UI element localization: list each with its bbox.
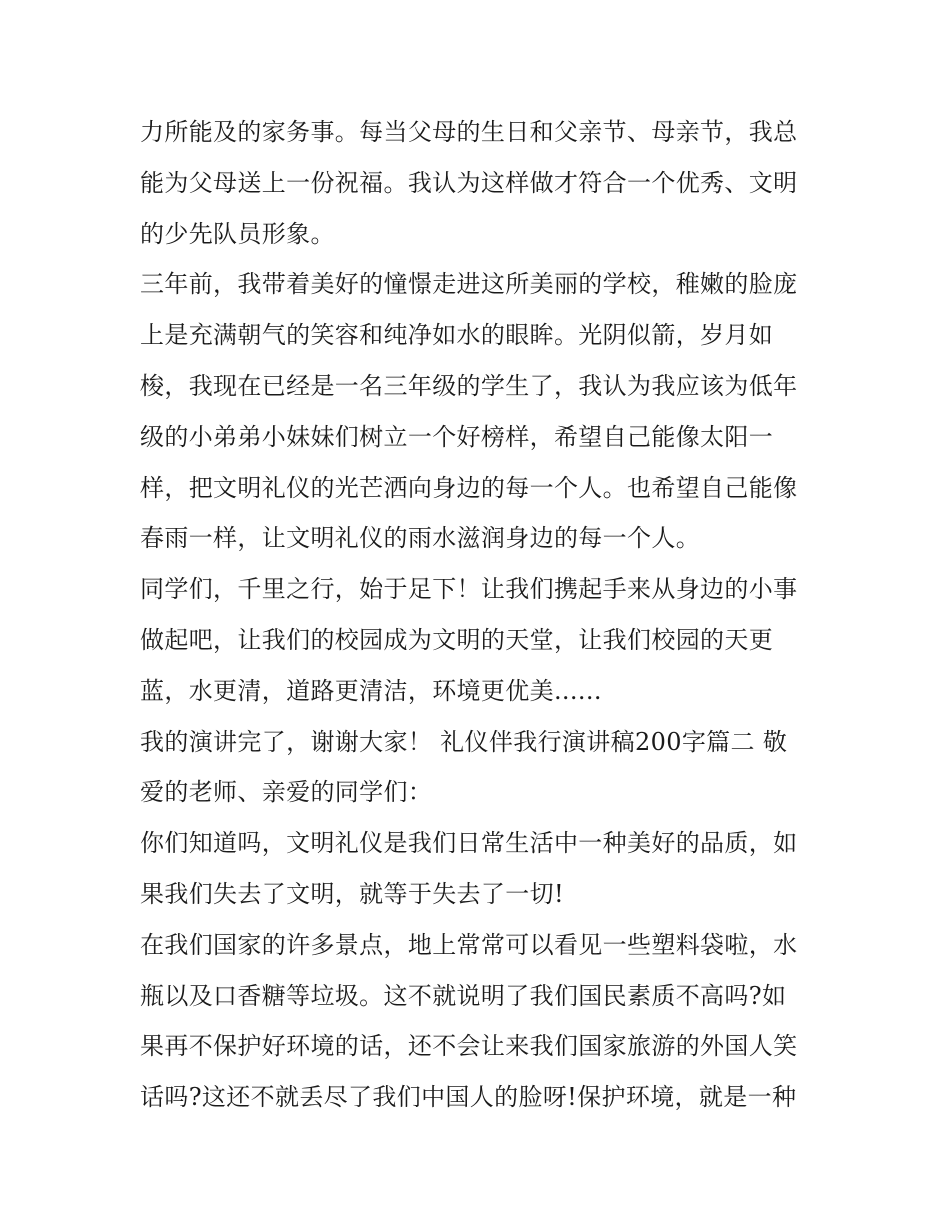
text-line: 话吗?这还不就丢尽了我们中国人的脸呀!保护环境，就是一种 bbox=[140, 1083, 797, 1112]
text-line: 瓶以及口香糖等垃圾。这不就说明了我们国民素质不高吗?如 bbox=[140, 981, 787, 1010]
text-line: 做起吧，让我们的校园成为文明的天堂，让我们校园的天更 bbox=[140, 625, 774, 654]
text-line: 上是充满朝气的笑容和纯净如水的眼眸。光阴似箭，岁月如 bbox=[140, 321, 774, 350]
text-line: 果我们失去了文明，就等于失去了一切! bbox=[140, 879, 564, 908]
text-line: 三年前，我带着美好的憧憬走进这所美丽的学校，稚嫩的脸庞 bbox=[140, 270, 798, 299]
text-line: 在我们国家的许多景点，地上常常可以看见一些塑料袋啦，水 bbox=[140, 930, 798, 959]
body-text bbox=[140, 107, 820, 1123]
text-line: 能为父母送上一份祝福。我认为这样做才符合一个优秀、文明 bbox=[140, 168, 798, 197]
text-line: 果再不保护好环境的话，还不会让来我们国家旅游的外国人笑 bbox=[140, 1032, 798, 1061]
text-line: 你们知道吗，文明礼仪是我们日常生活中一种美好的品质，如 bbox=[140, 829, 798, 858]
text-line: 春雨一样，让文明礼仪的雨水滋润身边的每一个人。 bbox=[140, 524, 701, 553]
text-line: 爱的老师、亲爱的同学们： bbox=[140, 778, 433, 807]
text-line: 蓝，水更清，道路更清洁，环境更优美...... bbox=[140, 676, 602, 705]
text-line: 我的演讲完了，谢谢大家！ 礼仪伴我行演讲稿200字篇二 敬 bbox=[140, 727, 788, 756]
text-line: 样，把文明礼仪的光芒洒向身边的每一个人。也希望自己能像 bbox=[140, 473, 798, 502]
text-line: 力所能及的家务事。每当父母的生日和父亲节、母亲节，我总 bbox=[140, 118, 798, 146]
text-line: 级的小弟弟小妹妹们树立一个好榜样，希望自己能像太阳一 bbox=[140, 422, 774, 451]
text-line: 的少先队员形象。 bbox=[140, 219, 335, 248]
text-line: 梭，我现在已经是一名三年级的学生了，我认为我应该为低年 bbox=[140, 371, 798, 400]
text-line: 同学们，千里之行，始于足下！让我们携起手来从身边的小事 bbox=[140, 575, 798, 604]
